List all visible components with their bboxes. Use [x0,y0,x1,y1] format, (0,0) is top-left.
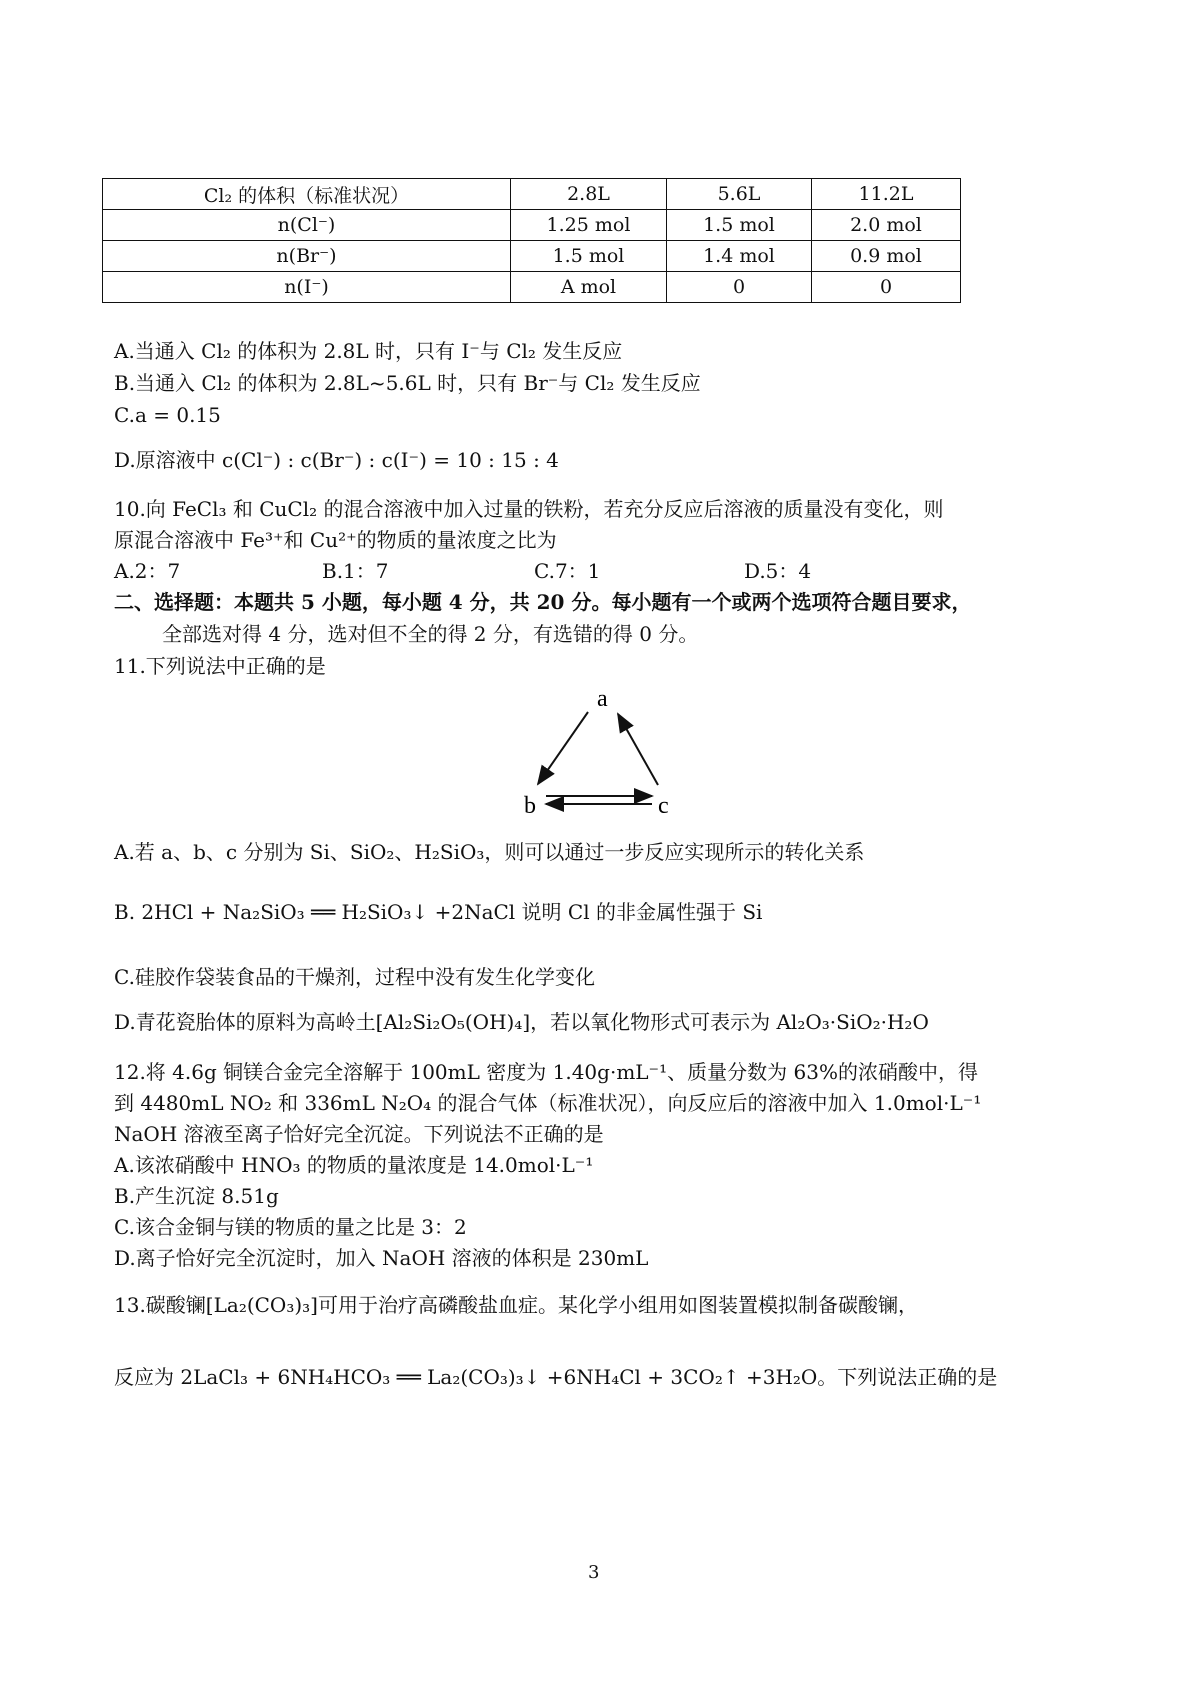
table-cell: 2.8L [511,179,667,210]
table-cell: 5.6L [667,179,812,210]
table-cell: 0.9 mol [812,241,961,272]
table-cell: 0 [812,272,961,303]
q9-option-a: A.当通入 Cl₂ 的体积为 2.8L 时，只有 I⁻与 Cl₂ 发生反应 [114,339,623,363]
table-cell: Cl₂ 的体积（标准状况） [103,179,511,210]
node-c-label: c [658,793,669,819]
q12-option-a: A.该浓硝酸中 HNO₃ 的物质的量浓度是 14.0mol·L⁻¹ [114,1153,594,1177]
q12-option-b: B.产生沉淀 8.51g [114,1184,279,1208]
q10-option-d: D.5：4 [744,559,812,583]
data-table [102,178,961,303]
node-a-label: a [597,686,608,712]
table-cell: 11.2L [812,179,961,210]
table-cell: n(I⁻) [103,272,511,303]
section-2-heading: 二、选择题：本题共 5 小题，每小题 4 分，共 20 分。每小题有一个或两个选项符合题目要求， [114,590,972,614]
q12-stem-line1: 12.将 4.6g 铜镁合金完全溶解于 100mL 密度为 1.40g·mL⁻¹、质量分数为 63%的浓硝酸中，得 [114,1060,978,1084]
q9-option-d: D.原溶液中 c(Cl⁻) : c(Br⁻) : c(I⁻) = 10 : 15 : 4 [114,448,559,472]
arrow-c-to-a [618,714,658,785]
arrow-a-to-b [538,712,588,784]
q10-stem-line2: 原混合溶液中 Fe³⁺和 Cu²⁺的物质的量浓度之比为 [114,528,557,552]
table-row [103,179,961,210]
node-b-label: b [524,793,536,819]
page-number: 3 [588,1562,600,1583]
table-cell: 1.5 mol [511,241,667,272]
q11-stem: 11.下列说法中正确的是 [114,654,326,678]
q11-option-b: B. 2HCl + Na₂SiO₃ ══ H₂SiO₃↓ +2NaCl 说明 Cl 的非金属性强于 Si [114,900,763,924]
table-row [103,210,961,241]
q13-stem-line1: 13.碳酸镧[La₂(CO₃)₃]可用于治疗高磷酸盐血症。某化学小组用如图装置模拟制备碳酸镧， [114,1293,918,1317]
q10-stem-line1: 10.向 FeCl₃ 和 CuCl₂ 的混合溶液中加入过量的铁粉，若充分反应后溶液的质量没有变化，则 [114,497,944,521]
table-row [103,241,961,272]
q12-option-d: D.离子恰好完全沉淀时，加入 NaOH 溶液的体积是 230mL [114,1246,649,1270]
q11-option-d: D.青花瓷胎体的原料为高岭土[Al₂Si₂O₅(OH)₄]，若以氧化物形式可表示为 Al₂O₃·SiO₂·H₂O [114,1010,929,1034]
q12-option-c: C.该合金铜与镁的物质的量之比是 3：2 [114,1215,467,1239]
table-cell: A mol [511,272,667,303]
table-cell: n(Cl⁻) [103,210,511,241]
table-cell: 2.0 mol [812,210,961,241]
table-cell: 0 [667,272,812,303]
q10-option-b: B.1：7 [322,559,389,583]
q12-stem-line3: NaOH 溶液至离子恰好完全沉淀。下列说法不正确的是 [114,1122,604,1146]
table-cell: 1.4 mol [667,241,812,272]
q11-option-c: C.硅胶作袋装食品的干燥剂，过程中没有发生化学变化 [114,965,595,989]
table-row [103,272,961,303]
q9-option-b: B.当通入 Cl₂ 的体积为 2.8L~5.6L 时，只有 Br⁻与 Cl₂ 发生反应 [114,371,701,395]
q9-option-c: C.a = 0.15 [114,403,221,427]
q11-option-a: A.若 a、b、c 分别为 Si、SiO₂、H₂SiO₃，则可以通过一步反应实现所示的转化关系 [114,840,865,864]
conversion-diagram [520,680,700,820]
q10-option-c: C.7：1 [534,559,601,583]
q10-option-a: A.2：7 [114,559,181,583]
table-cell: 1.25 mol [511,210,667,241]
table-cell: n(Br⁻) [103,241,511,272]
section-2-instructions: 全部选对得 4 分，选对但不全的得 2 分，有选错的得 0 分。 [162,622,699,646]
q12-stem-line2: 到 4480mL NO₂ 和 336mL N₂O₄ 的混合气体（标准状况），向反应后的溶液中加入 1.0mol·L⁻¹ [114,1091,982,1115]
q13-stem-line2: 反应为 2LaCl₃ + 6NH₄HCO₃ ══ La₂(CO₃)₃↓ +6NH₄Cl + 3CO₂↑ +3H₂O。下列说法正确的是 [114,1365,998,1389]
table-cell: 1.5 mol [667,210,812,241]
